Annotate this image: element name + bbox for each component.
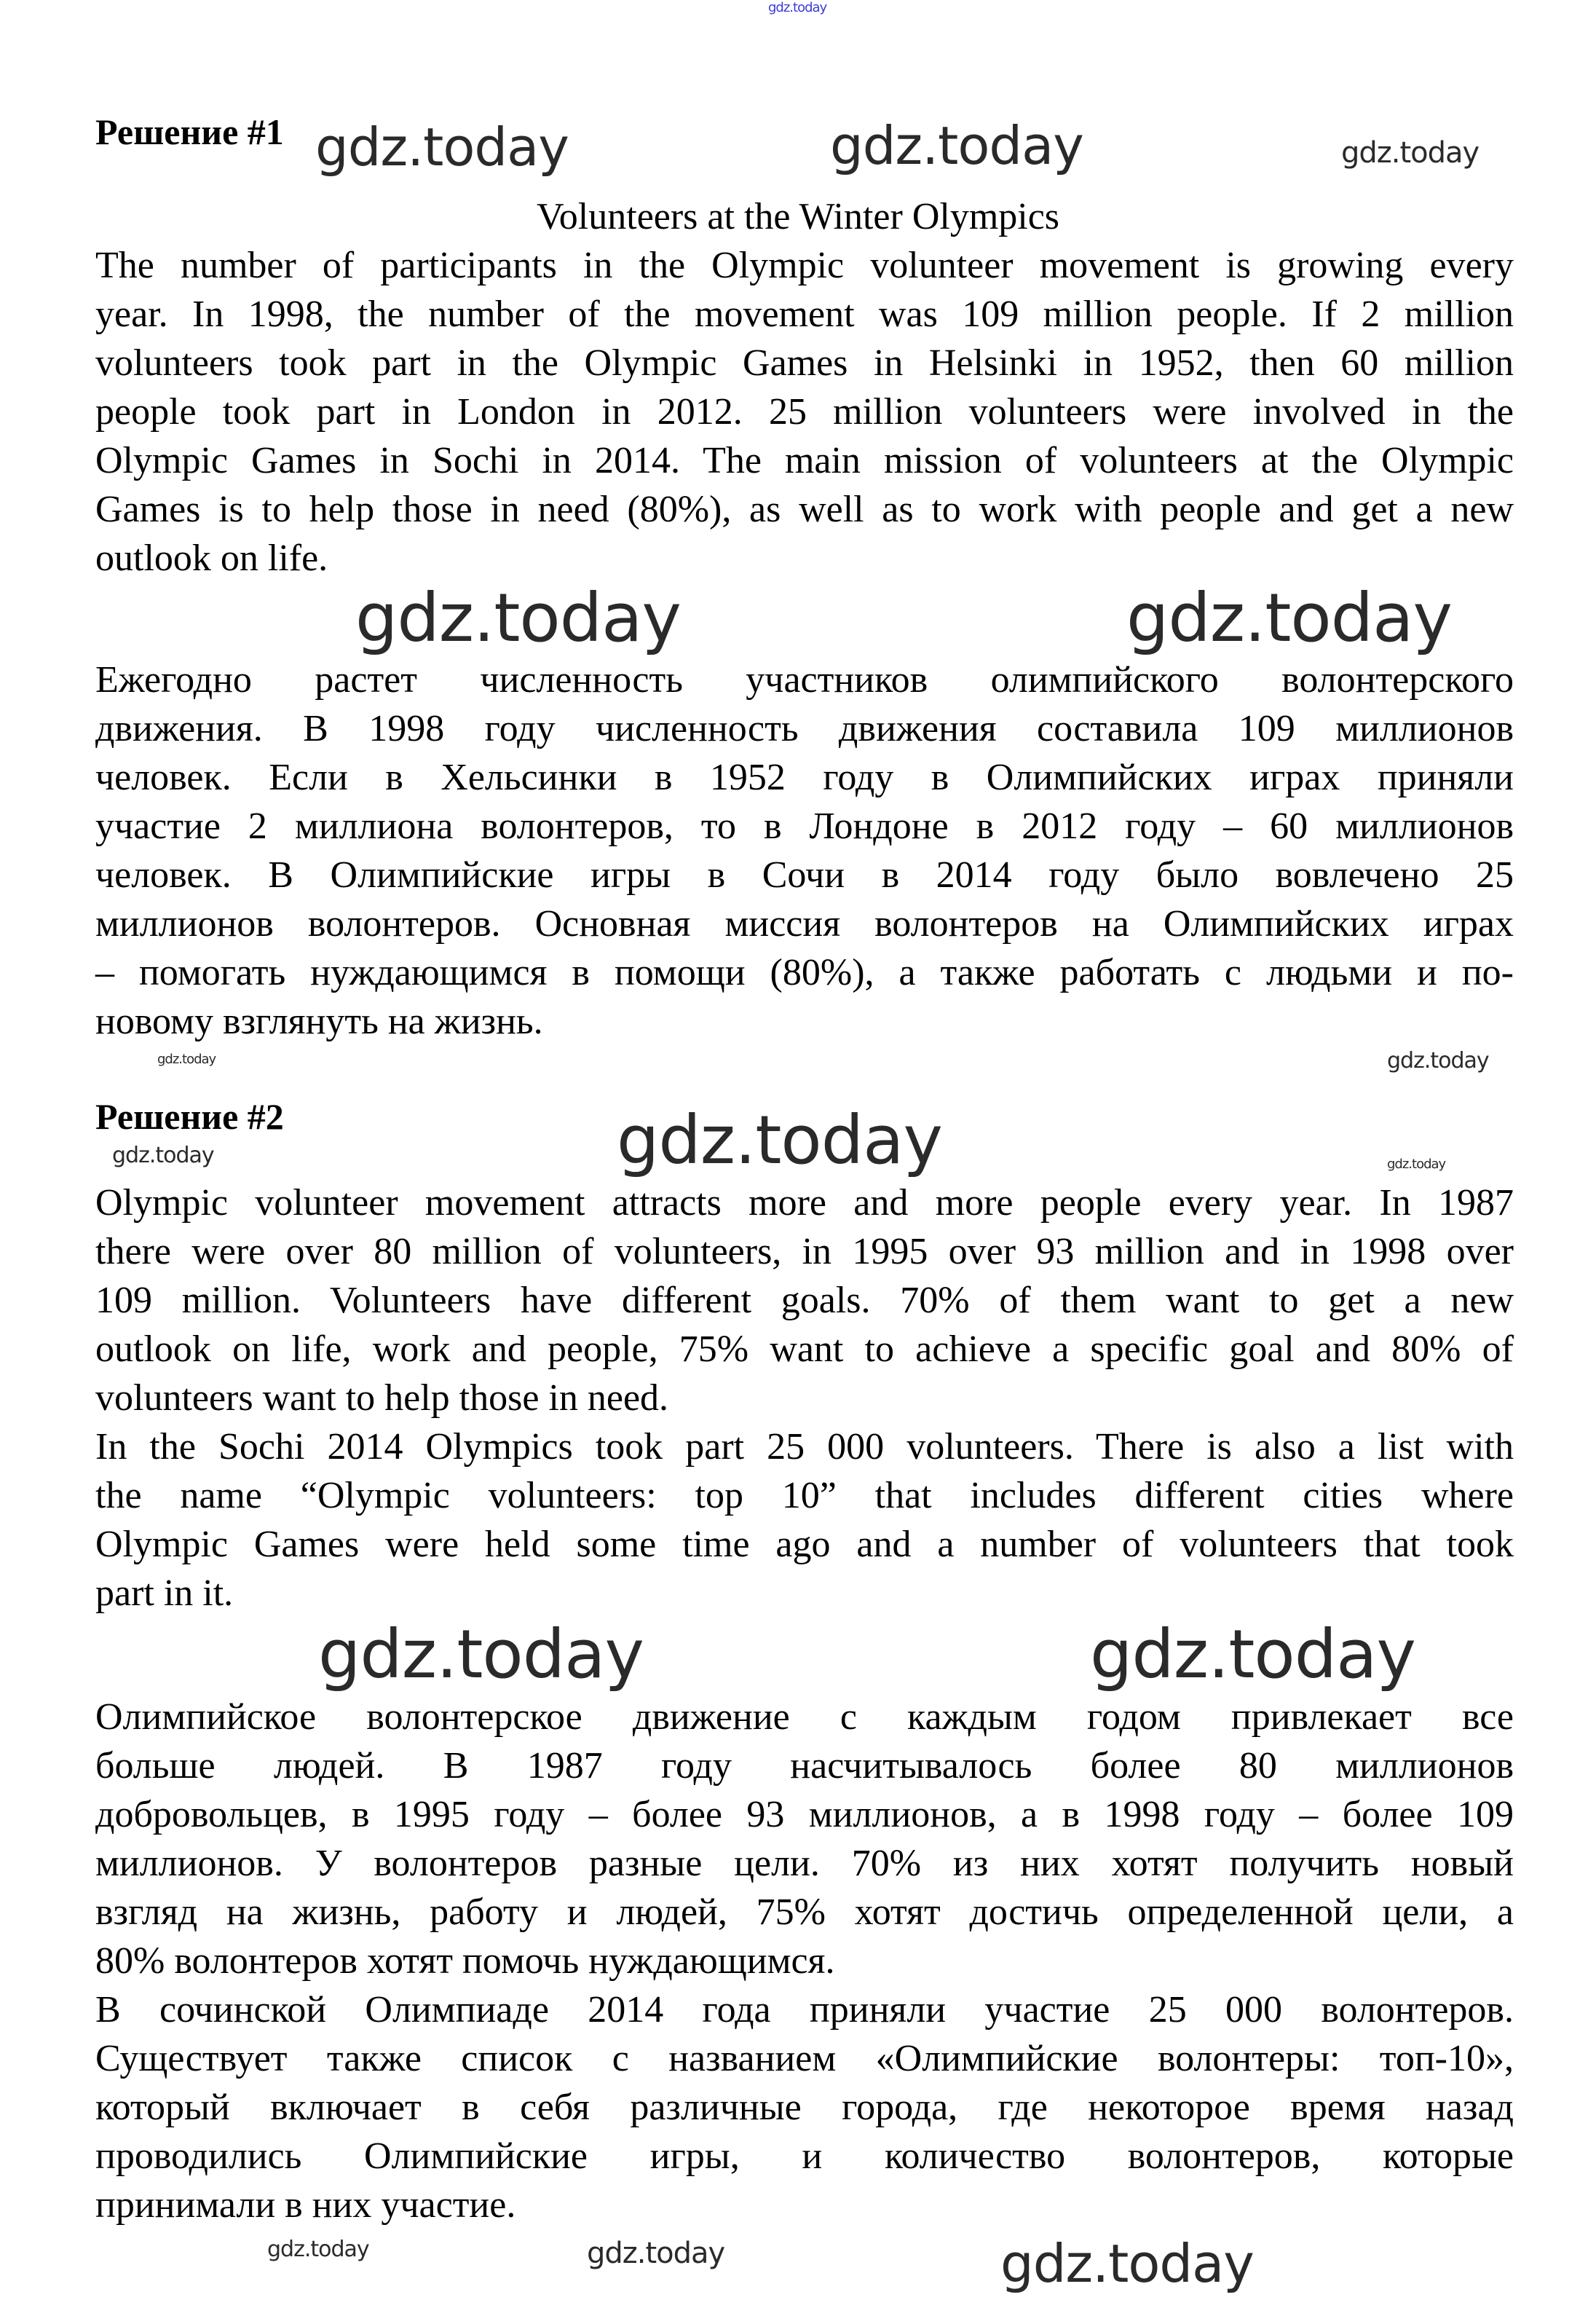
watermark: gdz.today bbox=[1341, 136, 1480, 170]
text-line: Games is to help those in need (80%), as well as to work with people and get a new bbox=[95, 489, 1514, 530]
text-line: year. In 1998, the number of the movement was 109 million people. If 2 million bbox=[95, 294, 1514, 335]
watermark: gdz.today bbox=[1387, 1048, 1489, 1074]
text-line: добровольцев, в 1995 году – более 93 миллионов, а в 1998 году – более 109 bbox=[95, 1794, 1514, 1835]
text-line: Существует также список с названием «Олимпийские волонтеры: топ-10», bbox=[95, 2038, 1514, 2079]
watermark: gdz.today bbox=[318, 1615, 644, 1693]
text-line: проводились Олимпийские игры, и количество волонтеров, которые bbox=[95, 2135, 1514, 2177]
text-line: volunteers want to help those in need. bbox=[95, 1377, 669, 1419]
text-line: взгляд на жизнь, работу и людей, 75% хотят достичь определенной цели, а bbox=[95, 1891, 1514, 1933]
watermark: gdz.today bbox=[1126, 579, 1452, 657]
text-line: part in it. bbox=[95, 1572, 234, 1614]
solution-2-russian-text bbox=[95, 1693, 1514, 2229]
text-line: человек. Если в Хельсинки в 1952 году в Олимпийских играх приняли bbox=[95, 757, 1514, 798]
text-line: – помогать нуждающимся в помощи (80%), а также работать с людьми и по- bbox=[95, 952, 1514, 993]
text-line: the name “Olympic volunteers: top 10” that includes different cities where bbox=[95, 1475, 1514, 1516]
text-line: больше людей. В 1987 году насчитывалось более 80 миллионов bbox=[95, 1745, 1514, 1787]
text-line: The number of participants in the Olympic volunteer movement is growing every bbox=[95, 245, 1514, 286]
solution-1-title: Volunteers at the Winter Olympics bbox=[536, 196, 1060, 237]
text-line: который включает в себя различные города, где некоторое время назад bbox=[95, 2087, 1514, 2128]
text-line: Олимпийское волонтерское движение с каждым годом привлекает все bbox=[95, 1696, 1514, 1738]
solution-2-english-text bbox=[95, 1178, 1514, 1618]
text-line: Olympic Games in Sochi in 2014. The main mission of volunteers at the Olympic bbox=[95, 440, 1514, 481]
watermark: gdz.today bbox=[315, 117, 569, 178]
watermark: gdz.today bbox=[112, 1143, 214, 1168]
text-line: Olympic volunteer movement attracts more and more people every year. In 1987 bbox=[95, 1182, 1514, 1224]
text-line: people took part in London in 2012. 25 million volunteers were involved in the bbox=[95, 391, 1514, 433]
watermark: gdz.today bbox=[830, 115, 1083, 176]
text-line: outlook on life, work and people, 75% want to achieve a specific goal and 80% of bbox=[95, 1328, 1514, 1370]
text-line: новому взглянуть на жизнь. bbox=[95, 1001, 543, 1042]
text-line: 80% волонтеров хотят помочь нуждающимся. bbox=[95, 1940, 835, 1982]
watermark: gdz.today bbox=[1387, 1157, 1446, 1172]
text-line: Ежегодно растет численность участников олимпийского волонтерского bbox=[95, 659, 1514, 701]
solution-2-heading: Решение #2 bbox=[95, 1096, 284, 1137]
text-line: 109 million. Volunteers have different goals. 70% of them want to get a new bbox=[95, 1280, 1514, 1321]
text-line: миллионов. У волонтеров разные цели. 70% из них хотят получить новый bbox=[95, 1843, 1514, 1884]
text-line: In the Sochi 2014 Olympics took part 25 000 volunteers. There is also a list with bbox=[95, 1426, 1514, 1468]
watermark: gdz.today bbox=[157, 1052, 216, 1067]
text-line: volunteers took part in the Olympic Games in Helsinki in 1952, then 60 million bbox=[95, 342, 1514, 384]
text-line: движения. В 1998 году численность движения составила 109 миллионов bbox=[95, 708, 1514, 749]
text-line: there were over 80 million of volunteers, in 1995 over 93 million and in 1998 over bbox=[95, 1231, 1514, 1272]
watermark: gdz.today bbox=[587, 2237, 725, 2270]
watermark: gdz.today bbox=[1090, 1615, 1415, 1693]
watermark: gdz.today bbox=[768, 0, 827, 15]
solution-1-heading: Решение #1 bbox=[95, 111, 284, 152]
watermark: gdz.today bbox=[355, 579, 681, 657]
text-line: В сочинской Олимпиаде 2014 года приняли участие 25 000 волонтеров. bbox=[95, 1989, 1514, 2031]
text-line: миллионов волонтеров. Основная миссия волонтеров на Олимпийских играх bbox=[95, 903, 1514, 945]
solution-1-english-text bbox=[95, 241, 1514, 583]
text-line: Olympic Games were held some time ago and a number of volunteers that took bbox=[95, 1524, 1514, 1565]
watermark: gdz.today bbox=[1000, 2233, 1254, 2294]
solution-1-russian-text bbox=[95, 655, 1514, 1046]
text-line: outlook on life. bbox=[95, 537, 328, 579]
text-line: участие 2 миллиона волонтеров, то в Лондоне в 2012 году – 60 миллионов bbox=[95, 806, 1514, 847]
watermark: gdz.today bbox=[617, 1101, 942, 1179]
text-line: принимали в них участие. bbox=[95, 2184, 516, 2226]
text-line: человек. В Олимпийские игры в Сочи в 2014 году было вовлечено 25 bbox=[95, 854, 1514, 896]
watermark: gdz.today bbox=[267, 2237, 369, 2262]
